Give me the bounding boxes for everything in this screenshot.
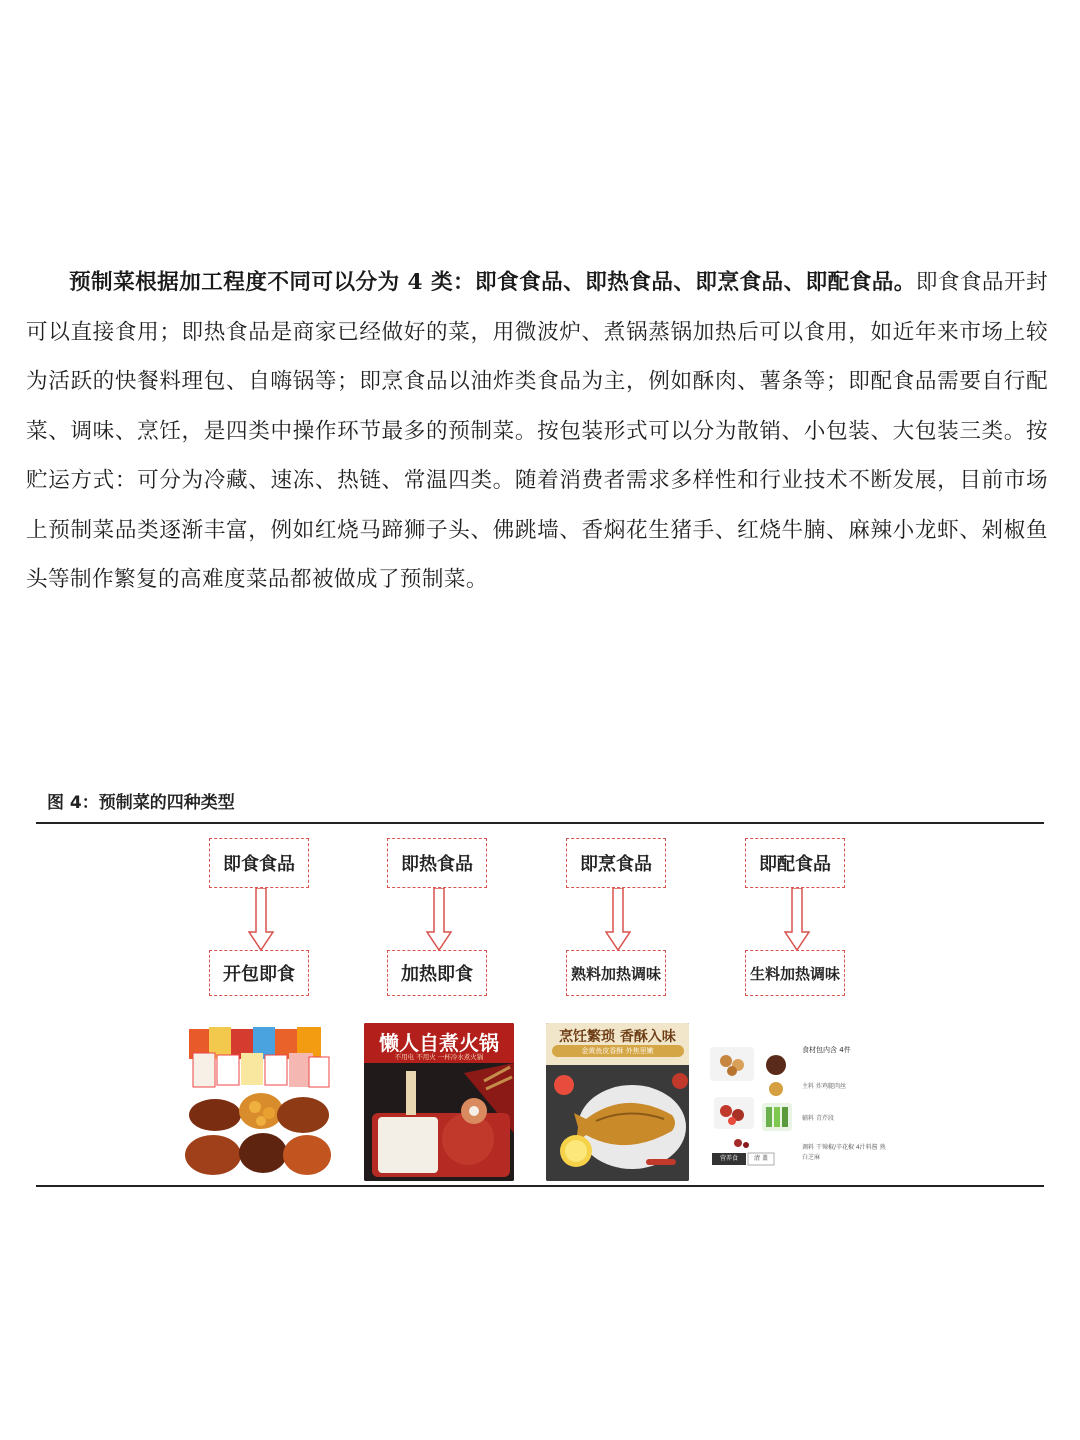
desc-box-ready-to-heat: 加热即食 <box>387 950 487 996</box>
desc-box-ready-to-cook: 熟料加热调味 <box>566 950 666 996</box>
meal-kit-image <box>706 1023 892 1181</box>
hotpot-subtitle: 不用电 不用火 一杯冷水煮火锅 <box>394 1053 484 1061</box>
kit-seasoning: 调料 干辣椒/辛花椒 4汁料酱 熟白芝麻 <box>802 1144 886 1161</box>
desc-box-ready-to-eat: 开包即食 <box>209 950 309 996</box>
fish-subbanner: 金黄鱼皮香酥 外焦里嫩 <box>581 1047 654 1055</box>
kit-main: 主料 炸鸡腿肉丝 <box>802 1083 846 1090</box>
fried-fish-image <box>546 1023 689 1181</box>
type-box-ready-to-heat: 即热食品 <box>387 838 487 888</box>
type-box-ready-to-eat: 即食食品 <box>209 838 309 888</box>
hotpot-title: 懒人自煮火锅 <box>379 1031 499 1055</box>
type-box-ready-to-prepare: 即配食品 <box>745 838 845 888</box>
paragraph-body: 即食食品开封可以直接食用；即热食品是商家已经做好的菜，用微波炉、煮锅蒸锅加热后可以食用，如近年来市场上较为活跃的快餐料理包、自嗨锅等；即烹食品以油炸类食品为主，例如酥肉、薯条等；即配食品需要自行配菜、调味、烹饪，是四类中操作环节最多的预制菜。按包装形式可以分为散销、小包装、大包装三类。按贮运方式：可分为冷藏、速冻、热链、常温四类。随着消费者需求多样性和行业技术不断发展，目前市场上预制菜品类逐渐丰富，例如红烧马蹄狮子头、佛跳墙、香焖花生猪手、红烧牛腩、麻辣小龙虾、剁椒鱼头等制作繁复的高难度菜品都被做成了预制菜。 <box>26 270 1049 592</box>
figure-bottom-rule <box>36 1185 1044 1187</box>
paragraph-lead: 预制菜根据加工程度不同可以分为 4 类：即食食品、即热食品、即烹食品、即配食品。 <box>69 270 916 295</box>
self-heating-hotpot-image <box>364 1023 514 1181</box>
intro-paragraph <box>26 258 1048 605</box>
figure-top-rule <box>36 822 1044 824</box>
down-arrow-icon <box>426 888 452 952</box>
down-arrow-icon <box>605 888 631 952</box>
kit-tab-1: 营养食 <box>719 1155 738 1162</box>
kit-tab-2: 清 盖 <box>754 1155 768 1162</box>
kit-title: 食材包内含 4件 <box>802 1046 851 1054</box>
kit-side: 辅料 青芹段 <box>802 1115 834 1122</box>
type-box-ready-to-cook: 即烹食品 <box>566 838 666 888</box>
down-arrow-icon <box>248 888 274 952</box>
fish-banner: 烹饪繁琐 香酥入味 <box>559 1029 676 1045</box>
desc-box-ready-to-prepare: 生料加热调味 <box>745 950 845 996</box>
snack-packs-image <box>185 1023 335 1181</box>
down-arrow-icon <box>784 888 810 952</box>
figure-title: 图 4：预制菜的四种类型 <box>47 793 235 813</box>
